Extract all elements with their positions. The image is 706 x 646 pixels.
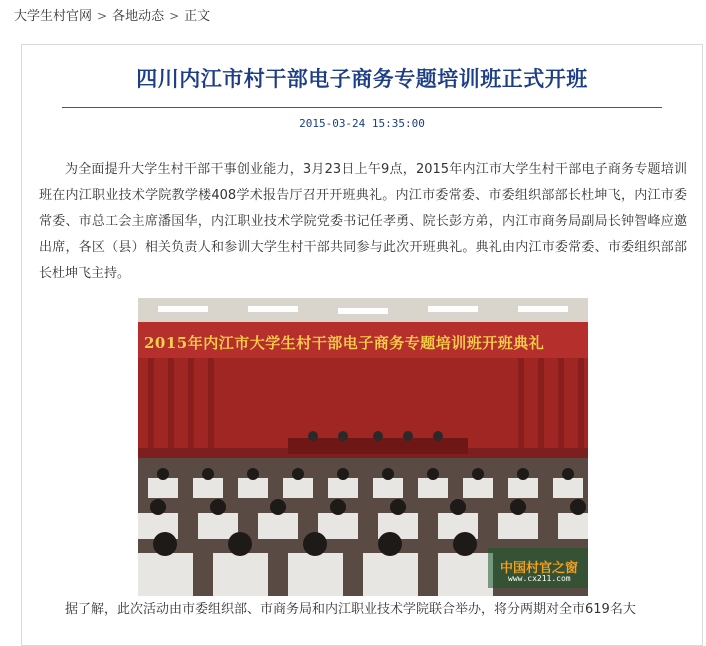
- watermark-logo-text: 中国村官之窗: [500, 561, 579, 576]
- watermark-url-text: www.cx211.com: [508, 574, 571, 583]
- breadcrumb-separator: >: [97, 9, 108, 23]
- breadcrumb-home-link[interactable]: 大学生村官网: [14, 9, 93, 24]
- article-container: [21, 44, 703, 646]
- photo-banner-text: 2015年内江市大学生村干部电子商务专题培训班开班典礼: [144, 334, 545, 352]
- article-date: 2015-03-24 15:35:00: [299, 117, 425, 130]
- article-body-continued: [39, 597, 687, 623]
- title-divider: [62, 107, 662, 108]
- breadcrumb: [14, 0, 210, 32]
- breadcrumb-separator: >: [169, 9, 180, 23]
- article-title: 四川内江市村干部电子商务专题培训班正式开班: [136, 67, 588, 91]
- article-paragraph: 据了解，此次活动由市委组织部、市商务局和内江职业技术学院联合举办，将分两期对全市619名大: [65, 602, 636, 617]
- article-photo: [138, 298, 588, 596]
- breadcrumb-section-link[interactable]: 各地动态: [112, 9, 165, 24]
- article-paragraph: 为全面提升大学生村干部干事创业能力，3月23日上午9点，2015年内江市大学生村干部电子商务专题培训班在内江职业技术学院教学楼408学术报告厅召开开班典礼。内江市委常委、市委组织部部长杜坤飞，内江市委常委、市总工会主席潘国华，内江职业技术学院党委书记任孝勇、院长彭方弟，内江市商务局副局长钟智峰应邀出席，各区（县）相关负责人和参训大学生村干部共同参与此次开班典礼。典礼由内江市委常委、市委组织部部长杜坤飞主持。: [39, 162, 687, 281]
- article-body: [39, 157, 687, 287]
- breadcrumb-current: 正文: [184, 9, 211, 24]
